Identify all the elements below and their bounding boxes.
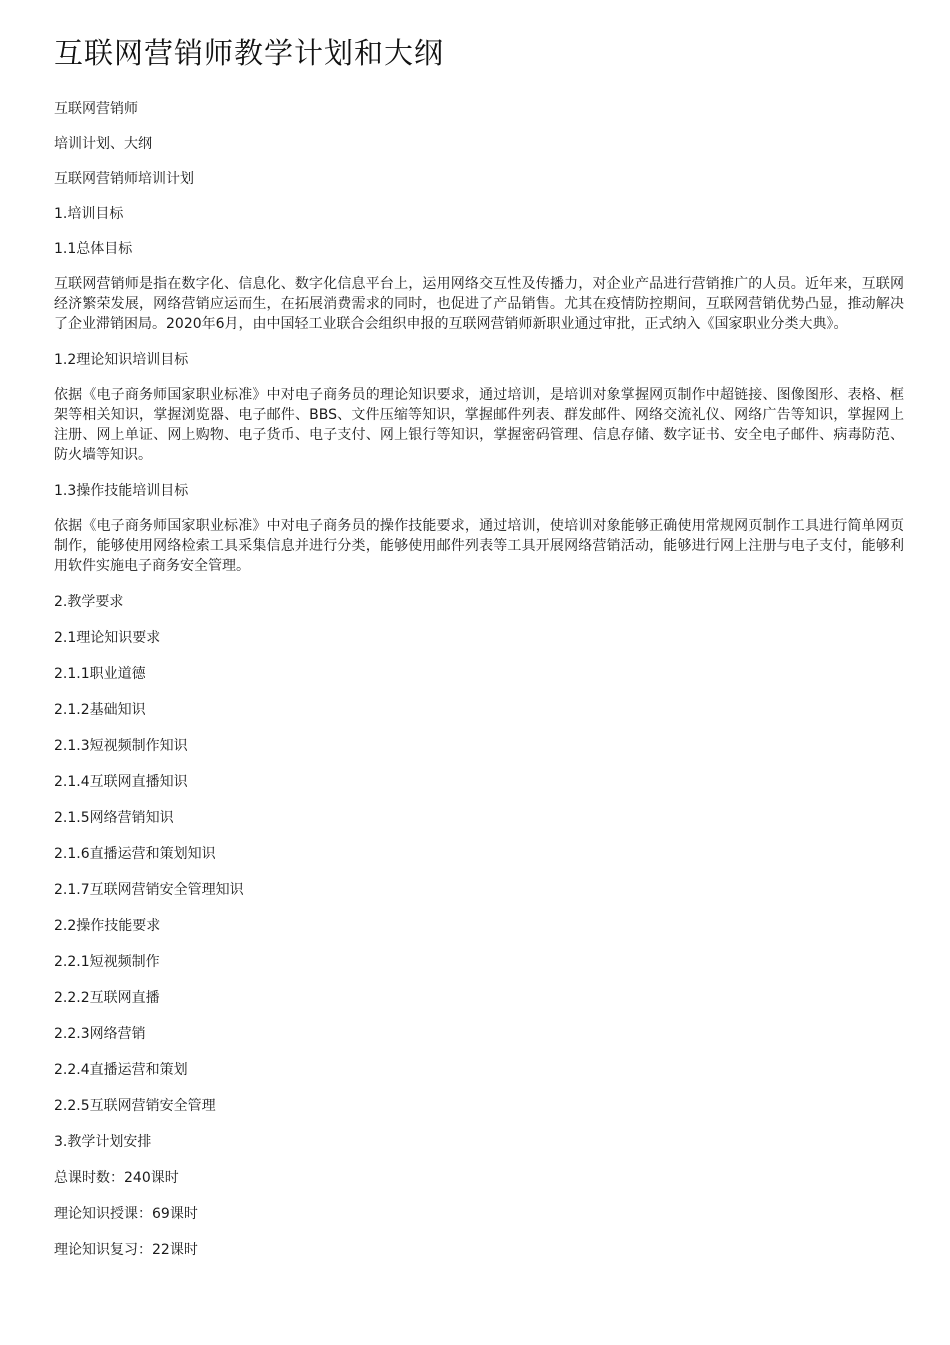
subsection-heading: 1.2理论知识培训目标 (54, 352, 189, 368)
subsection-heading: 2.2操作技能要求 (54, 918, 161, 934)
schedule-item: 总课时数：240课时 (54, 1170, 179, 1186)
list-item: 2.1.6直播运营和策划知识 (54, 846, 216, 862)
body-paragraph: 互联网营销师是指在数字化、信息化、数字化信息平台上，运用网络交互性及传播力，对企业产品进行营销推广的人员。近年来，互联网经济繁荣发展，网络营销应运而生，在拓展消费需求的同时，也促进了产品销售。尤其在疫情防控期间，互联网营销优势凸显，推动解决了企业滞销困局。2020年6月，由中国轻工业联合会组织申报的互联网营销师新职业通过审批，正式纳入《国家职业分类大典》。 (54, 276, 904, 332)
list-item: 2.2.4直播运营和策划 (54, 1062, 188, 1078)
list-item: 2.2.5互联网营销安全管理 (54, 1098, 216, 1114)
subsection-heading: 2.1理论知识要求 (54, 630, 161, 646)
list-item: 2.1.4互联网直播知识 (54, 774, 188, 790)
paragraph: 互联网营销师 (54, 101, 138, 117)
paragraph: 培训计划、大纲 (54, 136, 152, 152)
body-paragraph: 依据《电子商务师国家职业标准》中对电子商务员的理论知识要求，通过培训，是培训对象掌握网页制作中超链接、图像图形、表格、框架等相关知识，掌握浏览器、电子邮件、BBS、文件压缩等知识，掌握邮件列表、群发邮件、网络交流礼仪、网络广告等知识，掌握网上注册、网上单证、网上购物、电子货币、电子支付、网上银行等知识，掌握密码管理、信息存储、数字证书、安全电子邮件、病毒防范、防火墙等知识。 (54, 387, 904, 463)
list-item: 2.2.3网络营销 (54, 1026, 146, 1042)
section-heading: 2.教学要求 (54, 594, 124, 610)
section-heading: 3.教学计划安排 (54, 1134, 152, 1150)
list-item: 2.2.1短视频制作 (54, 954, 160, 970)
subsection-heading: 1.3操作技能培训目标 (54, 483, 189, 499)
list-item: 2.1.2基础知识 (54, 702, 146, 718)
subsection-heading: 1.1总体目标 (54, 241, 133, 257)
list-item: 2.2.2互联网直播 (54, 990, 160, 1006)
list-item: 2.1.5网络营销知识 (54, 810, 174, 826)
document-body (54, 99, 904, 1260)
list-item: 2.1.1职业道德 (54, 666, 146, 682)
schedule-item: 理论知识复习：22课时 (54, 1242, 198, 1258)
list-item: 2.1.3短视频制作知识 (54, 738, 188, 754)
list-item: 2.1.7互联网营销安全管理知识 (54, 882, 244, 898)
paragraph: 互联网营销师培训计划 (54, 171, 194, 187)
body-paragraph: 依据《电子商务师国家职业标准》中对电子商务员的操作技能要求，通过培训，使培训对象能够正确使用常规网页制作工具进行简单网页制作，能够使用网络检索工具采集信息并进行分类，能够使用邮件列表等工具开展网络营销活动，能够进行网上注册与电子支付，能够利用软件实施电子商务安全管理。 (54, 518, 904, 574)
schedule-item: 理论知识授课：69课时 (54, 1206, 198, 1222)
section-heading: 1.培训目标 (54, 206, 124, 222)
document-title: 互联网营销师教学计划和大纲 (54, 36, 445, 70)
